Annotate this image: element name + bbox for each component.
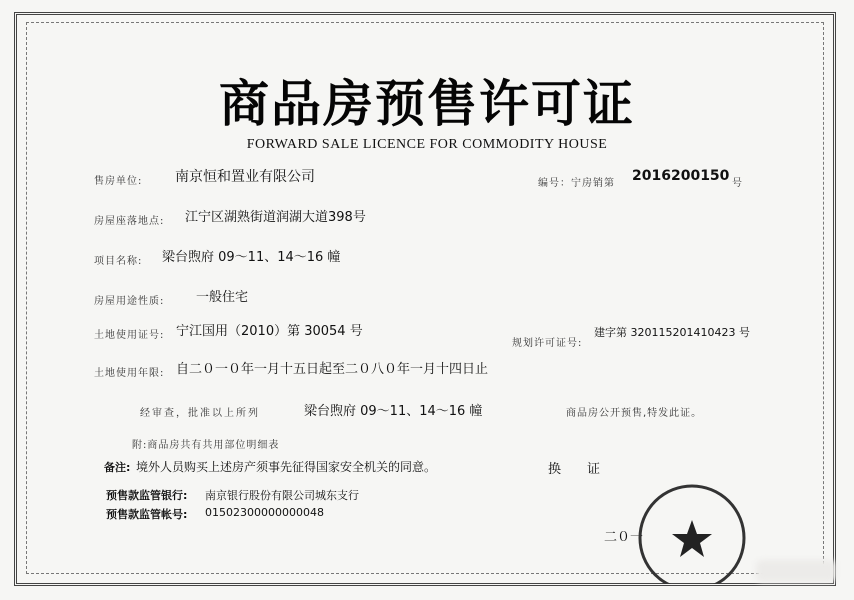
land-term-label: 土地使用年限: [94, 368, 165, 379]
certificate-title: 商品房预售许可证 [219, 75, 635, 133]
usage-label: 房屋用途性质: [94, 296, 165, 307]
bank-value: 南京银行股份有限公司城东支行 [205, 489, 359, 502]
land-term-value: 自二０一０年一月十五日起至二０八０年一月十四日止 [176, 362, 489, 377]
planning-value: 建字第 320115201410423 号 [594, 326, 750, 339]
project-label: 项目名称: [94, 256, 143, 267]
note-value: 境外人员购买上述房产须事先征得国家安全机关的同意。 [136, 460, 437, 474]
planning-label: 规划许可证号: [512, 338, 583, 349]
exchange-text: 换 证 [548, 462, 601, 477]
approval-value: 梁台煦府 09～11、14～16 幢 [304, 404, 483, 419]
seller-label: 售房单位: [94, 176, 143, 187]
location-label: 房屋座落地点: [94, 216, 165, 227]
number-value: 2016200150 [632, 168, 730, 184]
approval-prefix: 经审查，批准以上所列 [140, 408, 260, 419]
usage-value: 一般住宅 [196, 290, 249, 305]
project-value: 梁台煦府 09～11、14～16 幢 [162, 250, 341, 265]
account-label: 预售款监管帐号: [106, 508, 188, 521]
location-value: 江宁区湖熟街道润湖大道398号 [185, 210, 366, 225]
seal-star [672, 520, 712, 557]
note-label: 备注: [104, 461, 131, 474]
seal-graphic [632, 478, 752, 584]
certificate-subtitle: FORWARD SALE LICENCE FOR COMMODITY HOUSE [246, 137, 608, 152]
number-suffix: 号 [732, 178, 743, 189]
account-value: 01502300000000048 [205, 506, 324, 519]
seller-value: 南京恒和置业有限公司 [175, 169, 315, 185]
land-cert-label: 土地使用证号: [94, 330, 165, 341]
watermark-blur [756, 560, 836, 582]
attachment-text: 附:商品房共有共用部位明细表 [132, 440, 280, 451]
land-cert-value: 宁江国用（2010）第 30054 号 [176, 324, 363, 339]
official-seal [632, 478, 752, 584]
bank-label: 预售款监管银行: [106, 489, 188, 502]
approval-suffix: 商品房公开预售,特发此证。 [566, 408, 703, 419]
number-label: 编号：宁房销第 [538, 178, 615, 189]
issue-date: 二０一 [604, 530, 644, 545]
